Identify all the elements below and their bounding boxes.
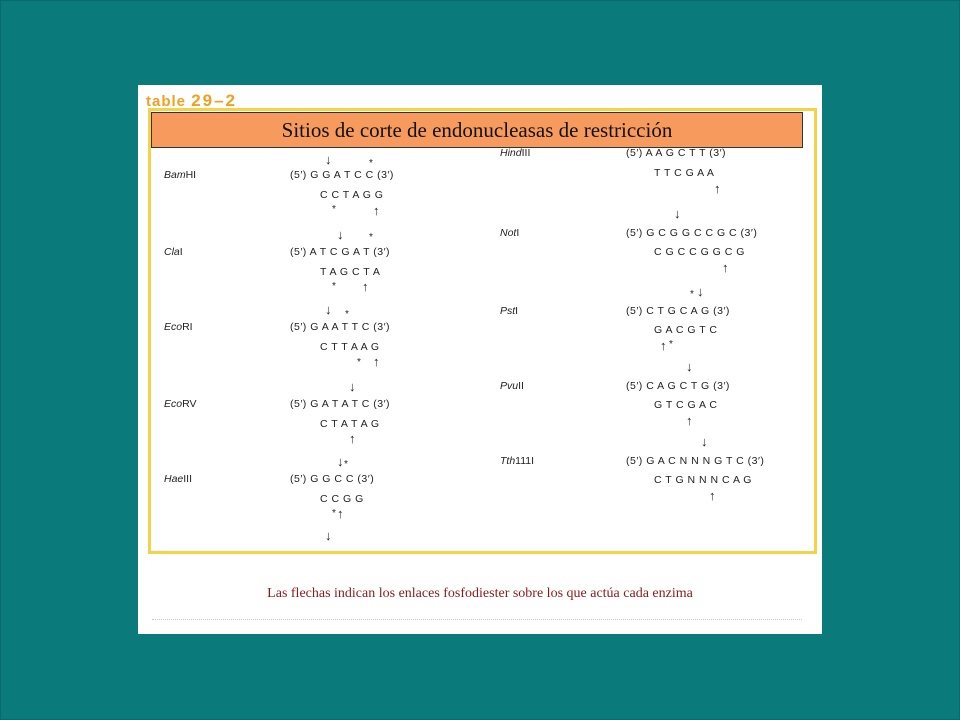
bottom-strand: C T A T A G [320,418,380,430]
cut-arrow-up: ↑ [686,413,693,428]
cut-star: * [669,339,673,350]
top-strand: (5′) G C G G C C G C (3′) [626,227,758,239]
enzyme-name-suffix: III [521,147,531,159]
enzyme-name-italic: Hae [164,473,184,485]
enzyme-name-suffix: II [518,380,524,392]
cut-arrow-up: ↑ [362,279,369,294]
cut-star: * [369,158,373,169]
enzyme-entry-haeiii [138,451,478,529]
enzyme-entry-tth111i [478,435,818,513]
table-word: table [146,93,187,110]
enzyme-name-suffix: HI [185,169,197,181]
enzyme-name [164,398,197,410]
cut-arrow-up: ↑ [337,506,344,521]
bottom-strand: C C T A G G [320,189,384,201]
enzyme-name-italic: Cla [164,246,180,258]
cut-arrow-up: ↑ [722,260,729,275]
cut-star: * [357,357,361,368]
top-strand: (5′) G A A T T C (3′) [290,321,391,333]
cut-arrow-up: ↑ [714,181,721,196]
top-strand: (5′) G A T A T C (3′) [290,398,391,410]
enzyme-name-suffix: III [183,473,193,485]
enzyme-name [500,305,518,317]
enzyme-name [500,380,524,392]
bottom-strand: C T T A A G [320,341,380,353]
cut-arrow-down: ↓ [349,379,356,394]
enzyme-entry-ecori [138,299,478,377]
cut-arrow-up: ↑ [709,488,716,503]
cut-arrow-down: ↓ [325,302,332,317]
top-strand: (5′) C T G C A G (3′) [626,305,730,317]
enzyme-name [164,321,193,333]
top-strand: (5′) A A G C T T (3′) [626,147,727,159]
cut-star: * [690,289,694,300]
bottom-strand: G T C G A C [654,399,718,411]
enzyme-name-suffix: I [515,305,519,317]
cut-star: * [332,508,336,519]
cut-arrow-down: ↓ [325,152,332,167]
table-number: 29–2 [191,91,238,110]
enzyme-entry-pvuii [478,360,818,438]
enzyme-name-italic: Eco [164,398,183,410]
enzyme-name [500,227,519,239]
bottom-strand: C C G G [320,493,364,505]
restriction-table-figure [138,85,822,634]
bottom-strand: G A C G T C [654,324,718,336]
enzyme-name [164,169,196,181]
enzyme-name [164,246,183,258]
enzyme-name-italic: Pst [500,305,516,317]
figure-caption: Las flechas indican los enlaces fosfodiester sobre los que actúa cada enzima [267,586,693,601]
cut-arrow-up: ↑ [373,203,380,218]
top-strand: (5′) A T C G A T (3′) [290,246,391,258]
enzyme-name-italic: Not [500,227,517,239]
enzyme-entry-psti [478,285,818,363]
faint-footnote-line [152,619,802,623]
bottom-strand: C T G N N N C A G [654,474,752,486]
enzyme-name-suffix: RV [182,398,197,410]
cut-arrow-up: ↑ [373,354,380,369]
enzyme-name-suffix: I [179,246,183,258]
top-strand: (5′) G G C C (3′) [290,473,375,485]
enzyme-name-italic: Bam [164,169,186,181]
cut-star: * [369,232,373,243]
cut-arrow-up: ↑ [349,431,356,446]
bottom-strand: C G C C G G C G [654,246,745,258]
enzyme-name-italic: Hind [500,147,522,159]
cut-star: * [332,281,336,292]
enzyme-name [500,455,534,467]
cut-arrow-down: ↓ [337,227,344,242]
table-title: Sitios de corte de endonucleasas de restricción [151,112,803,148]
enzyme-entry-ecorv [138,376,478,454]
enzyme-name-suffix: RI [182,321,193,333]
cut-arrow-down: ↓ [337,454,344,469]
cut-arrow-down: ↓ [686,359,693,374]
bottom-strand: T T C G A A [654,167,715,179]
cut-star: * [332,204,336,215]
cut-arrow-down: ↓ [701,434,708,449]
bottom-strand: T A G C T A [320,266,381,278]
cut-star: * [345,309,349,320]
cut-star: * [344,459,348,470]
enzyme-name [164,473,192,485]
enzyme-name-italic: Tth [500,455,516,467]
top-strand: (5′) C A G C T G (3′) [626,380,730,392]
top-strand: (5′) G A C N N N G T C (3′) [626,455,765,467]
cut-arrow-down: ↓ [674,206,681,221]
enzyme-name-italic: Eco [164,321,183,333]
cut-arrow-down: ↓ [325,528,332,543]
enzyme-entry-noti [478,207,818,285]
enzyme-name [500,147,530,159]
cut-arrow-down: ↓ [697,284,704,299]
enzyme-entry-clai [138,224,478,302]
top-strand: (5′) G G A T C C (3′) [290,169,394,181]
cut-arrow-up: ↑ [660,338,667,353]
enzyme-name-suffix: I [516,227,520,239]
enzyme-name-italic: Pvu [500,380,519,392]
enzyme-entry-bamhi [138,147,478,225]
enzyme-name-suffix: 111I [515,455,535,467]
